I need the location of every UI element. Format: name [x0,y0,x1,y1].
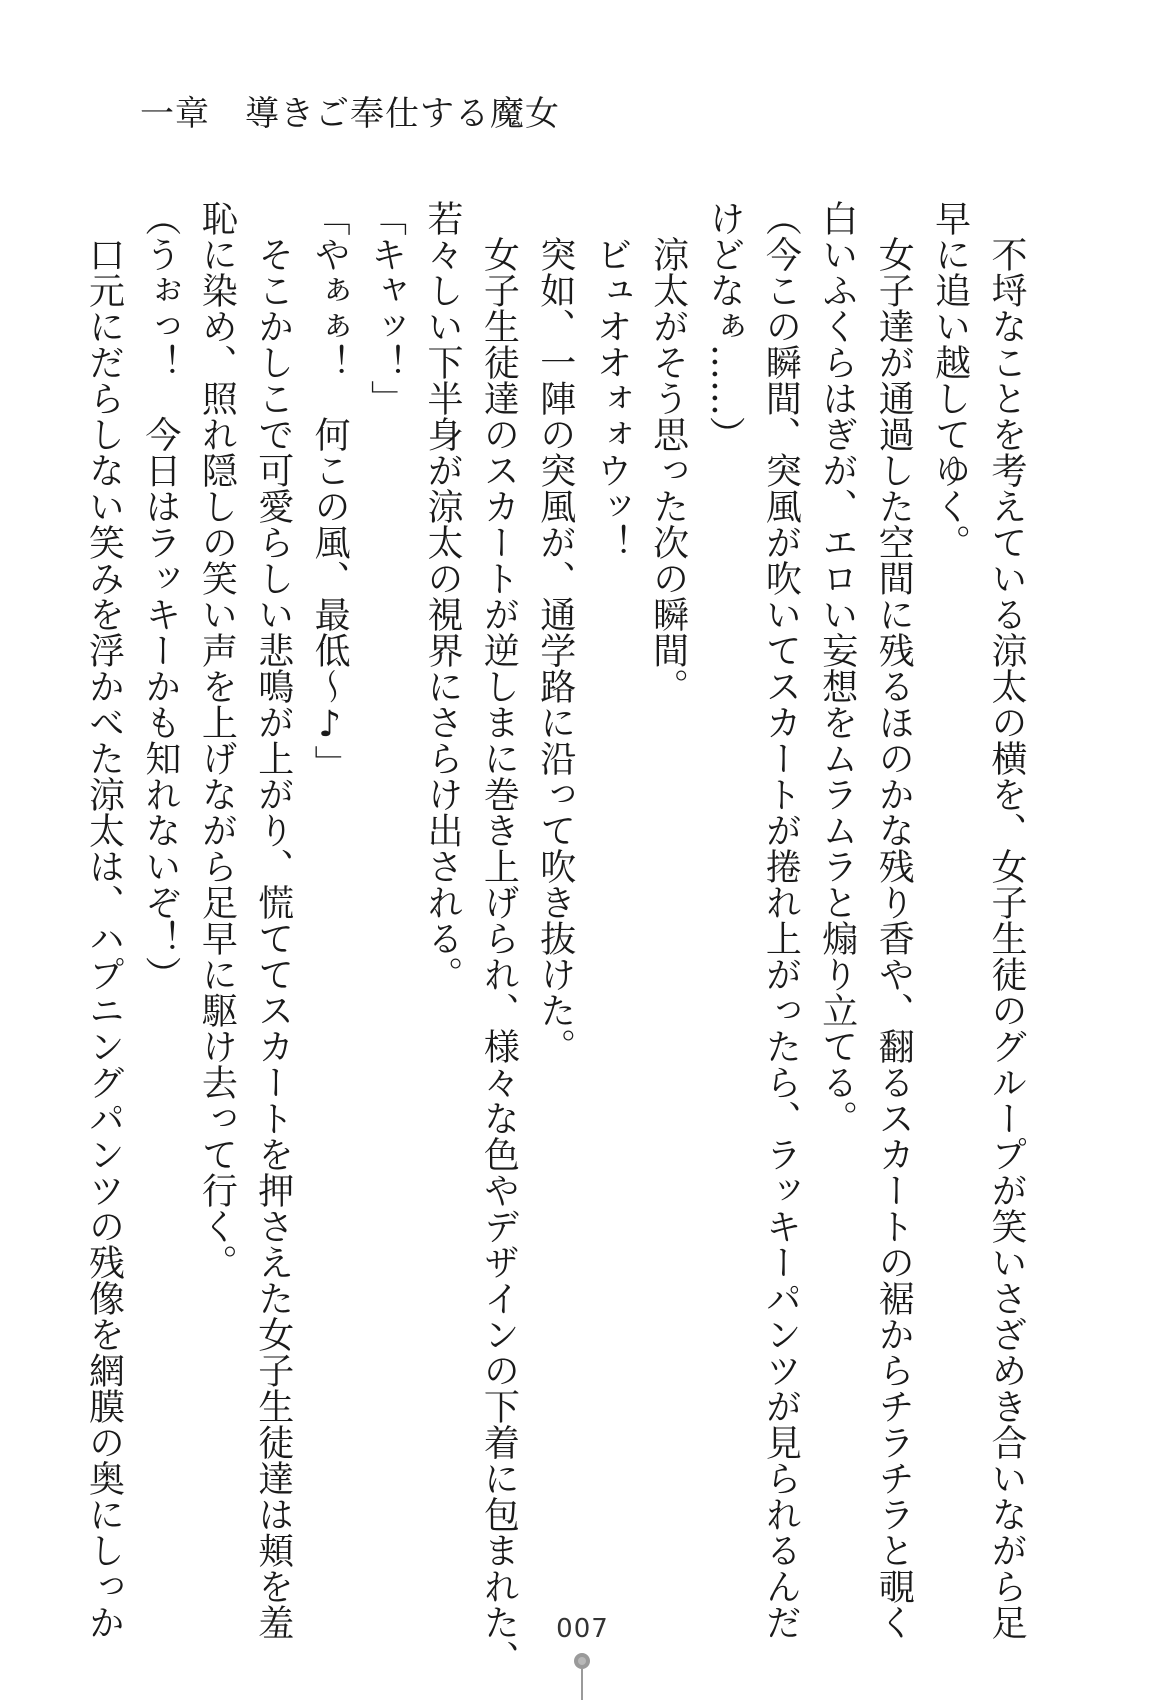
text-line: ビュオオォォウッ！ [591,200,633,560]
text-line: 早に追い越してゆく。 [929,200,971,560]
text-line: 「キャッ！」 [365,200,407,416]
running-head: 一章 導きご奉仕する魔女 [140,94,560,134]
text-line: （今この瞬間、突風が吹いてスカートが捲れ上がったら、ラッキーパンツが見られるんだ [760,200,802,1640]
text-line: 恥に染め、照れ隠しの笑い声を上げながら足早に駆け去って行く。 [196,200,238,1280]
page-ornament-icon [571,1652,593,1700]
text-line: 白いふくらはぎが、エロい妄想をムラムラと煽り立てる。 [816,200,858,1136]
text-line: 若々しい下半身が涼太の視界にさらけ出される。 [421,200,463,992]
text-line: 突如、一陣の突風が、通学路に沿って吹き抜けた。 [534,200,576,1064]
text-line: けどなぁ……） [703,200,745,452]
text-line: 女子達が通過した空間に残るほのかな残り香や、翻るスカートの裾からチラチラと覗く [873,200,915,1640]
text-line: 女子生徒達のスカートが逆しまに巻き上げられ、様々な色やデザインの下着に包まれた、 [478,200,520,1676]
text-line: 口元にだらしない笑みを浮かべた涼太は、ハプニングパンツの残像を網膜の奥にしっか [83,200,125,1640]
text-line: 涼太がそう思った次の瞬間。 [647,200,689,704]
text-line: 「やぁぁ！ 何この風、最低～♪」 [309,200,351,781]
text-line: 不埒なことを考えている涼太の横を、女子生徒のグループが笑いさざめき合いながら足 [986,200,1027,1640]
text-line: そこかしこで可愛らしい悲鳴が上がり、慌ててスカートを押さえた女子生徒達は頬を羞 [252,200,294,1640]
text-line: （うぉっ！ 今日はラッキーかも知れないぞ！） [139,200,181,992]
page-number: 007 [556,1614,609,1644]
